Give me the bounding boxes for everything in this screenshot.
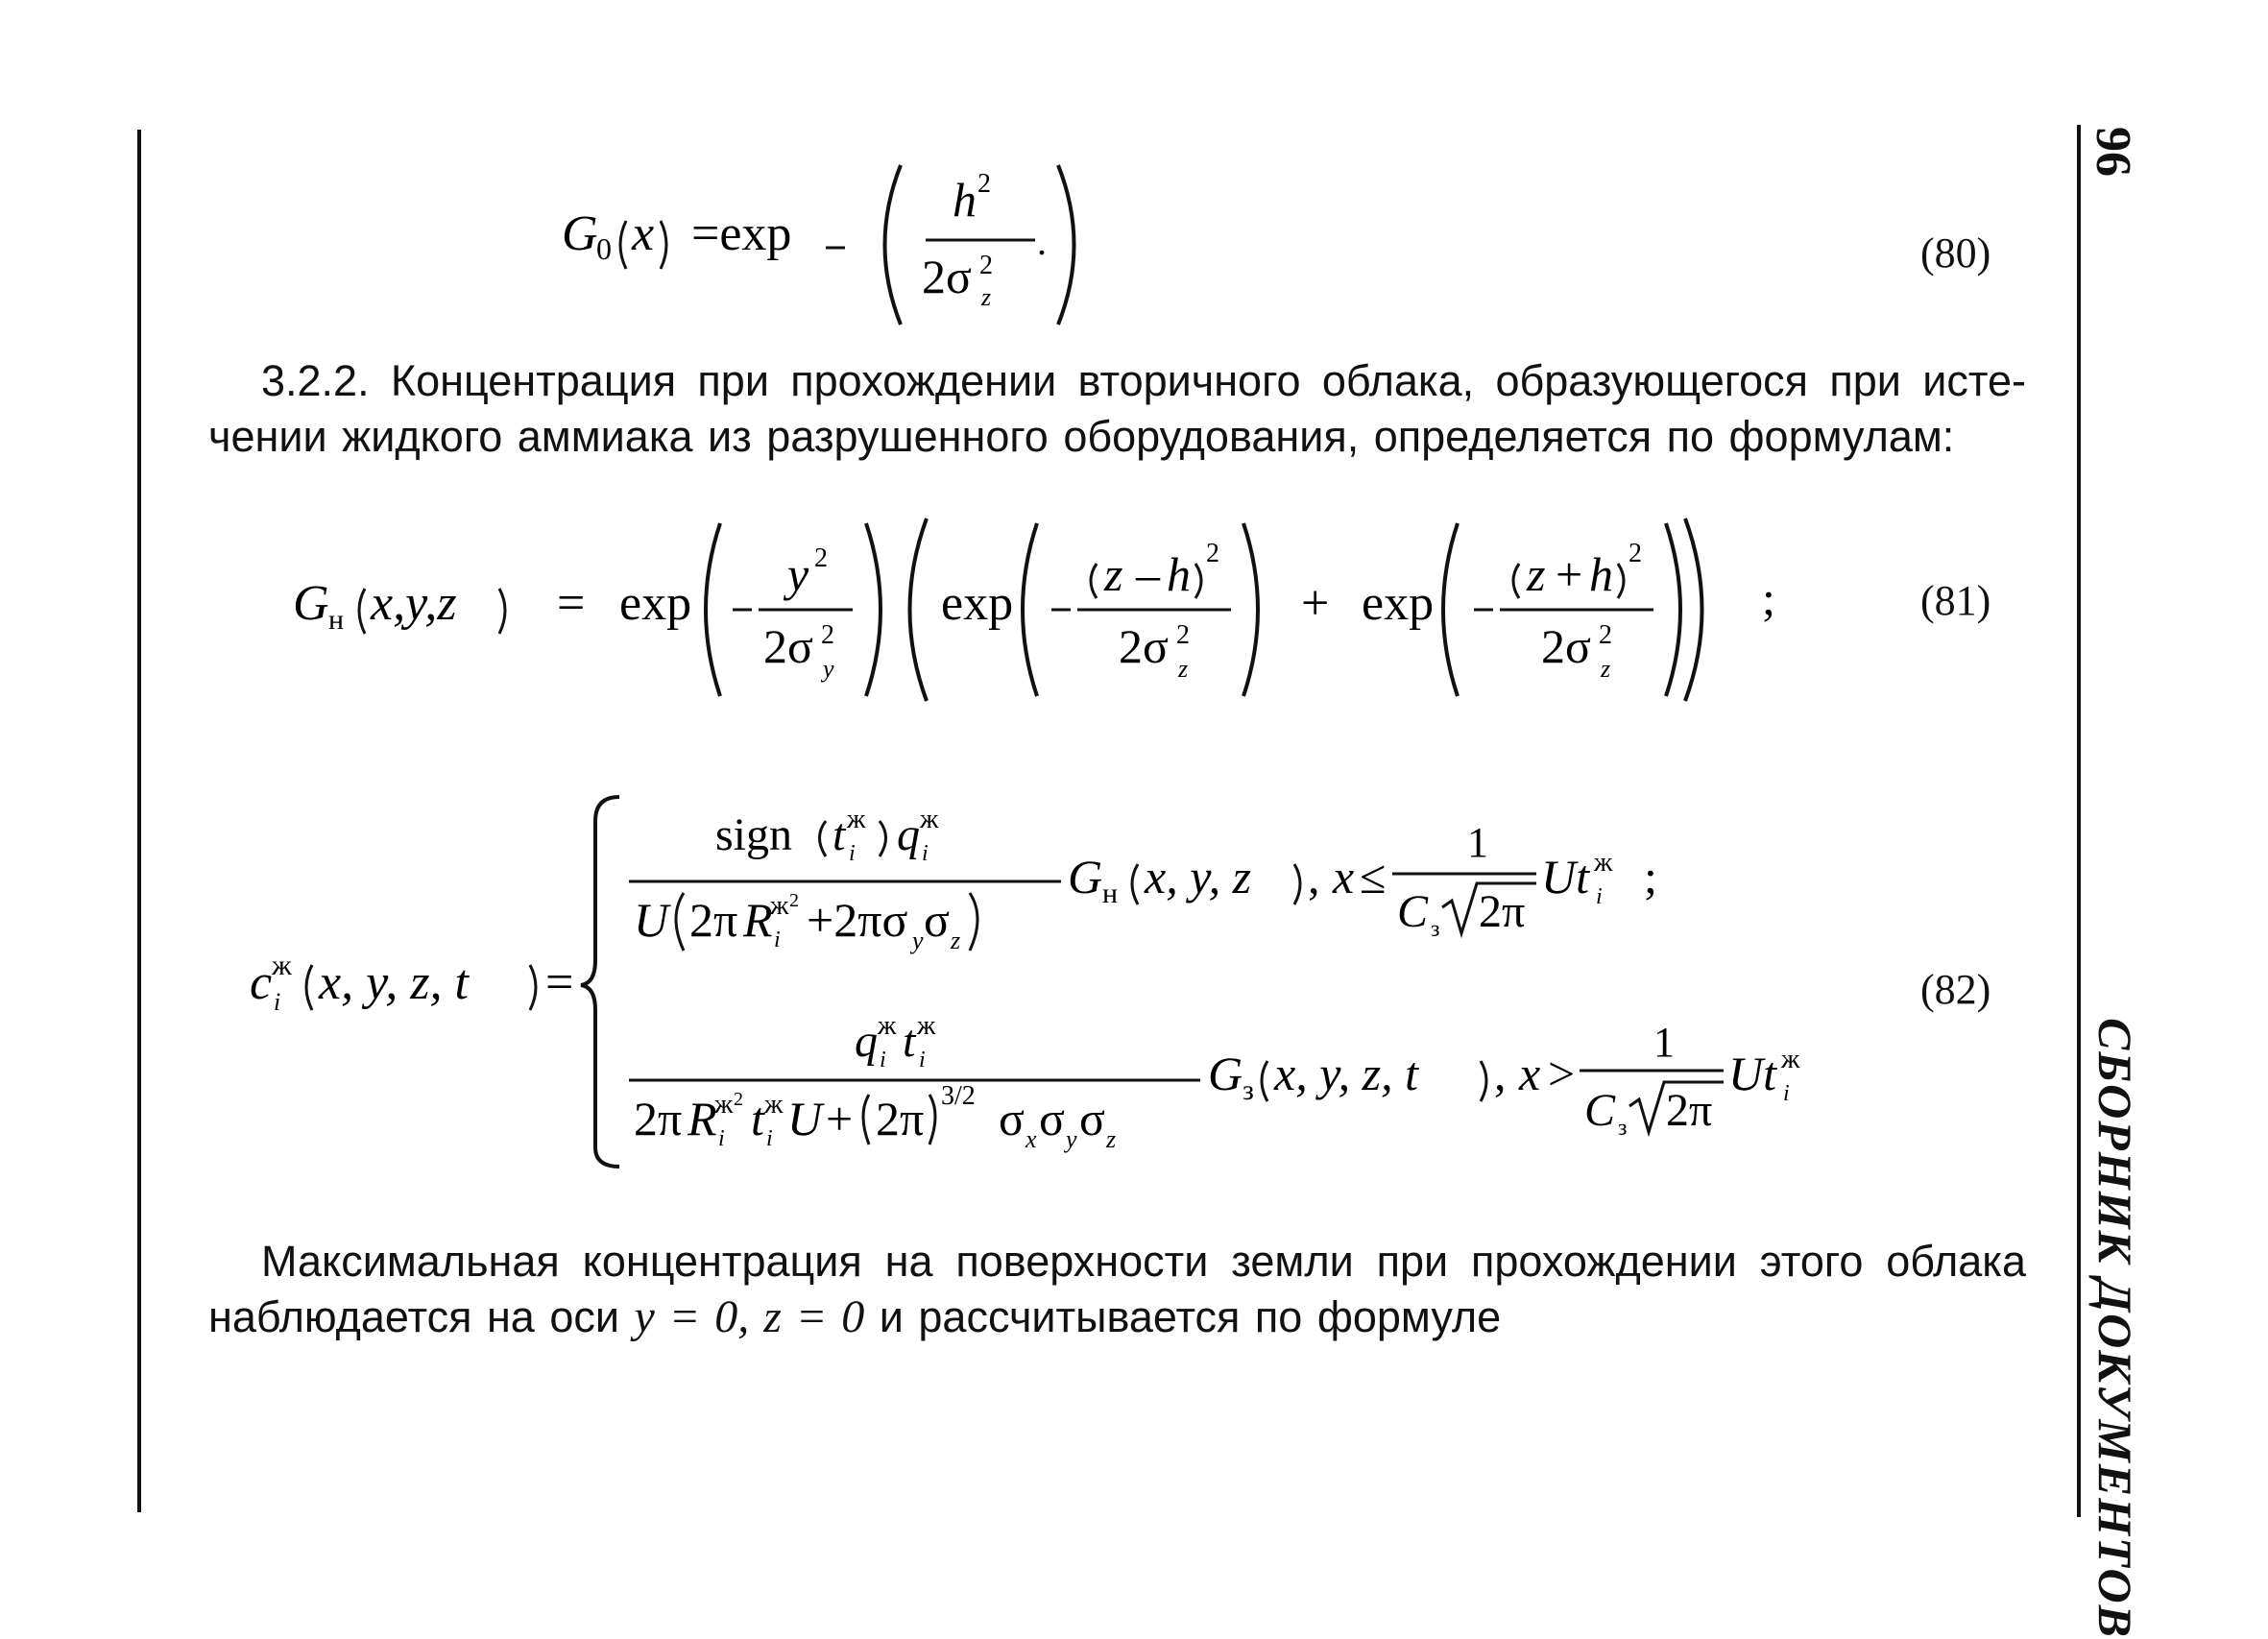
svg-text:z: z — [1106, 1125, 1117, 1153]
svg-text:2: 2 — [789, 890, 799, 911]
svg-text:sign: sign — [715, 809, 793, 860]
page-number: 96 — [2086, 127, 2140, 177]
svg-text:C: C — [1584, 1085, 1616, 1136]
svg-text:2: 2 — [979, 251, 993, 280]
svg-text:+: + — [826, 1092, 854, 1145]
svg-text:h: h — [953, 173, 977, 227]
svg-text:2: 2 — [734, 1089, 743, 1110]
svg-text:2σ: 2σ — [922, 250, 972, 303]
svg-text:z: z — [1527, 547, 1546, 601]
svg-text:>: > — [1548, 1047, 1576, 1100]
svg-text:x: x — [1519, 1047, 1541, 1100]
paragraph-max-concentration-line-1: Максимальная концентрация на поверхности земли при прохождении этого облака — [261, 1237, 2026, 1286]
svg-text:2: 2 — [977, 169, 991, 199]
svg-text:≤: ≤ — [1360, 850, 1387, 904]
svg-text:i: i — [774, 928, 781, 952]
svg-text:ж: ж — [272, 950, 292, 981]
svg-text:i: i — [849, 841, 856, 866]
svg-text:Ut: Ut — [1728, 1047, 1776, 1100]
svg-text:ж: ж — [714, 1090, 734, 1120]
svg-text:2: 2 — [1176, 620, 1190, 650]
svg-text:σ: σ — [999, 1092, 1025, 1145]
svg-text:σ: σ — [1039, 1092, 1065, 1145]
equation-82-label: (82) — [1920, 966, 1991, 1013]
svg-text:x, y, z, t: x, y, z, t — [1274, 1047, 1418, 1100]
svg-text:y: y — [1066, 1125, 1077, 1153]
svg-text:2σ: 2σ — [763, 619, 813, 673]
svg-text:y: y — [912, 927, 924, 954]
svg-text:0: 0 — [596, 231, 612, 266]
svg-text:1: 1 — [1653, 1019, 1675, 1066]
svg-text:;: ; — [1644, 850, 1657, 904]
svg-text:2: 2 — [821, 620, 834, 650]
svg-text:Ut: Ut — [1541, 850, 1589, 904]
running-title: СБОРНИК ДОКУМЕНТОВ — [2088, 1018, 2142, 1639]
paragraph-3-2-2 — [208, 353, 2026, 465]
svg-text:h: h — [1167, 547, 1191, 601]
svg-text:з: з — [1618, 1116, 1628, 1141]
svg-text:2: 2 — [1599, 620, 1612, 650]
svg-text:ж: ж — [770, 891, 789, 921]
equation-81-label: (81) — [1920, 577, 1991, 624]
svg-text:exp: exp — [941, 576, 1014, 631]
svg-text:z: z — [951, 927, 961, 954]
svg-text:i: i — [880, 1048, 886, 1073]
svg-text:ж: ж — [878, 1011, 897, 1041]
svg-text:2π: 2π — [634, 1092, 683, 1145]
svg-text:U: U — [787, 1092, 823, 1145]
svg-text:.: . — [1037, 220, 1047, 263]
svg-text:i: i — [718, 1126, 725, 1151]
svg-text:ж: ж — [764, 1090, 784, 1120]
svg-text:R: R — [743, 893, 773, 947]
svg-text:2: 2 — [1206, 539, 1219, 568]
svg-text:2π: 2π — [689, 893, 738, 947]
svg-text:+2πσ: +2πσ — [807, 893, 908, 947]
svg-text:z: z — [1601, 655, 1611, 683]
paragraph-max-concentration — [208, 1234, 2026, 1345]
svg-text:ж: ж — [920, 805, 939, 834]
svg-text:G: G — [1208, 1047, 1243, 1100]
svg-text:c: c — [250, 955, 273, 1010]
svg-text:2π: 2π — [1666, 1085, 1713, 1136]
svg-text:y: y — [823, 655, 834, 683]
svg-text:–: – — [1136, 547, 1160, 601]
line-2-prefix: наблюдается на оси — [208, 1292, 635, 1341]
svg-text:2σ: 2σ — [1119, 619, 1169, 673]
svg-text:;: ; — [1762, 571, 1775, 625]
axis-condition-math: y = 0, z = 0 — [634, 1291, 865, 1342]
svg-text:i: i — [274, 988, 281, 1016]
svg-text:x: x — [1333, 850, 1355, 904]
equation-81 — [278, 504, 1834, 715]
equation-80-label: (80) — [1920, 229, 1991, 277]
svg-text:2: 2 — [814, 543, 828, 573]
svg-text:q: q — [897, 809, 920, 860]
svg-text:t: t — [903, 1016, 916, 1067]
svg-text:2σ: 2σ — [1541, 619, 1591, 673]
svg-text:i: i — [922, 841, 929, 866]
svg-text:i: i — [1783, 1081, 1790, 1106]
equation-82 — [230, 778, 1882, 1181]
svg-text:z: z — [981, 283, 992, 311]
svg-text:н: н — [328, 604, 345, 636]
svg-text:x, y, z, t: x, y, z, t — [319, 955, 469, 1010]
svg-text:G: G — [1068, 850, 1103, 904]
svg-text:=exp: =exp — [691, 206, 792, 261]
svg-text:y: y — [787, 547, 809, 601]
svg-text:з: з — [1431, 917, 1440, 942]
svg-text:,: , — [1494, 1047, 1507, 1100]
svg-text:i: i — [766, 1126, 773, 1151]
svg-text:t: t — [751, 1092, 764, 1145]
svg-text:,: , — [1308, 850, 1320, 904]
svg-text:=: = — [557, 576, 586, 631]
svg-text:ж: ж — [1594, 848, 1613, 878]
paragraph-3-2-2-line-1: 3.2.2. Концентрация при прохождении вторичного облака, образующегося при исте- — [261, 356, 2026, 405]
equation-80 — [538, 154, 1114, 326]
svg-text:з: з — [1243, 1074, 1254, 1106]
svg-text:н: н — [1102, 878, 1119, 909]
svg-text:z: z — [1178, 655, 1189, 683]
svg-text:x: x — [1025, 1125, 1037, 1153]
paragraph-max-concentration-line-2 — [208, 1290, 2026, 1345]
svg-text:1: 1 — [1467, 819, 1488, 866]
svg-text:2π: 2π — [1479, 886, 1526, 937]
svg-text:h: h — [1589, 547, 1613, 601]
svg-text:x: x — [632, 206, 655, 261]
svg-text:ж: ж — [1781, 1045, 1800, 1074]
svg-text:i: i — [1596, 884, 1603, 909]
svg-text:G: G — [562, 206, 598, 261]
svg-text:+: + — [1301, 576, 1330, 631]
svg-text:exp: exp — [1362, 576, 1435, 631]
svg-text:σ: σ — [1079, 1092, 1105, 1145]
svg-text:i: i — [919, 1048, 926, 1073]
svg-text:G: G — [293, 576, 329, 631]
svg-text:z: z — [1104, 547, 1123, 601]
svg-text:=: = — [545, 955, 574, 1010]
paragraph-3-2-2-line-2: чении жидкого аммиака из разрушенного оборудования, определяется по формулам: — [208, 412, 1955, 461]
svg-text:R: R — [688, 1092, 717, 1145]
svg-text:2: 2 — [1629, 539, 1642, 568]
svg-text:C: C — [1397, 886, 1429, 937]
svg-text:2π: 2π — [876, 1092, 925, 1145]
svg-text:U: U — [634, 893, 669, 947]
line-2-suffix: и рассчитывается по формуле — [864, 1292, 1502, 1341]
svg-text:3/2: 3/2 — [941, 1081, 976, 1111]
svg-text:x,y,z: x,y,z — [371, 576, 457, 631]
right-margin-rule — [2077, 125, 2081, 1517]
svg-text:+: + — [1556, 547, 1583, 601]
svg-text:exp: exp — [619, 576, 692, 631]
left-margin-rule — [137, 130, 141, 1512]
svg-text:x, y, z: x, y, z — [1145, 850, 1252, 904]
svg-text:q: q — [855, 1016, 878, 1067]
svg-text:ж: ж — [847, 805, 866, 834]
svg-text:t: t — [832, 809, 846, 860]
svg-text:ж: ж — [917, 1011, 936, 1041]
svg-text:σ: σ — [924, 893, 950, 947]
